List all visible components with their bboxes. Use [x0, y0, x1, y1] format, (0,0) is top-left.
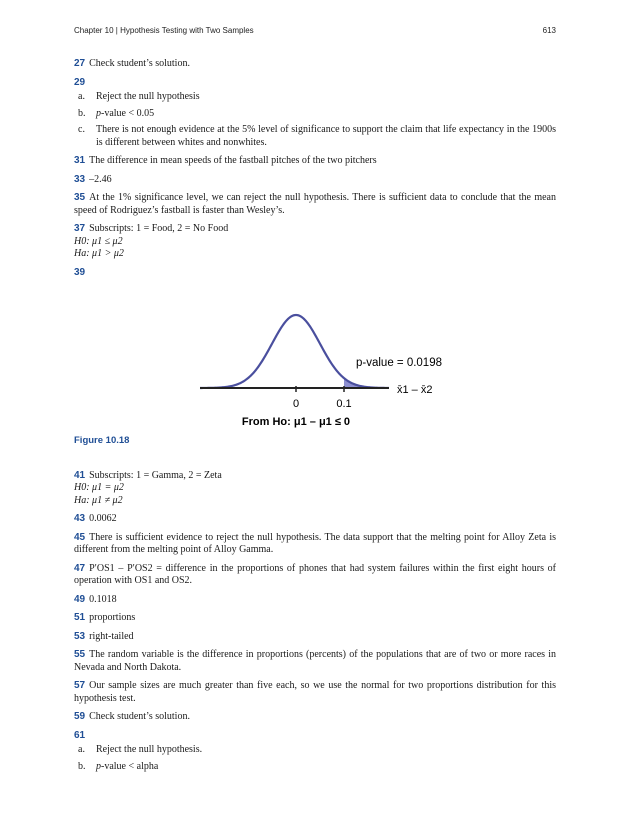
answer-31: 31 The difference in mean speeds of the fastball pitches of the two pitchers: [74, 155, 377, 166]
part-a: a. Reject the null hypothesis: [78, 91, 200, 102]
answer-51: 51 proportions: [74, 612, 136, 623]
figure-10-18: [74, 283, 556, 433]
part-b: b. p-value < 0.05: [78, 107, 155, 119]
answer-57: 57 Our sample sizes are much greater than five each, so we use the normal for two proportions distribution for this hypothesis test.: [74, 680, 556, 704]
answer-37: 37 Subscripts: 1 = Food, 2 = No Food H0: μ1 ≤ μ2 Ha: μ1 > μ2: [74, 223, 556, 261]
answer-number: 27: [74, 58, 86, 69]
answer-text: Check student’s solution.: [89, 58, 190, 69]
answer-27: [74, 58, 556, 71]
answer-53: 53 right-tailed: [74, 630, 134, 642]
answer-list: [74, 58, 556, 779]
tick-label-01: 0.1: [336, 398, 352, 410]
answer-33: 33 –2.46: [74, 173, 112, 185]
alt-hypothesis: Ha: μ1 ≠ μ2: [74, 494, 123, 506]
answer-47: 47 P′OS1 – P′OS2 = difference in the proportions of phones that had system failures within the first eight hours of operation with OS1 and OS2.: [74, 562, 556, 586]
part-b: b. p-value < alpha: [78, 760, 159, 772]
null-hypothesis-label: From Ho: μ1 – μ1 ≤ 0: [241, 416, 351, 428]
answer-29-parts: [74, 91, 556, 149]
answer-61-parts: [74, 744, 556, 773]
running-header-chapter: Chapter 10 | Hypothesis Testing with Two Samples: [74, 26, 254, 35]
figure-caption: Figure 10.18: [74, 435, 130, 446]
page-number: 613: [542, 26, 556, 35]
answer-29: [74, 77, 556, 90]
answer-55: 55 The random variable is the difference in proportions (percents) of the populations that are of two or more races in Nevada and North Dakota.: [74, 649, 556, 673]
null-hypothesis: H0: μ1 = μ2: [74, 482, 124, 493]
tick-label-0: 0: [292, 398, 300, 410]
answer-number: 29: [74, 76, 86, 88]
alt-hypothesis: Ha: μ1 > μ2: [74, 248, 124, 259]
answer-39: 39: [74, 266, 86, 278]
null-hypothesis: H0: μ1 ≤ μ2: [74, 235, 123, 247]
answer-61: 61: [74, 729, 86, 741]
answer-45: 45 There is sufficient evidence to reject the null hypothesis. The data support that the melting point for Alloy Zeta is different from the melting point of Alloy Gamma.: [74, 531, 556, 555]
part-a: a. Reject the null hypothesis.: [78, 744, 203, 755]
answer-43: 43 0.0062: [74, 513, 117, 524]
normal-curve: [200, 315, 389, 388]
part-c: c. There is not enough evidence at the 5% level of significance to support the claim that life expectancy in the 1900s is different between whites and nonwhites.: [78, 124, 556, 148]
answer-35: 35 At the 1% significance level, we can reject the null hypothesis. There is sufficient data to conclude that the mean speed of Rodriguez’s fastball is faster than Wesley’s.: [74, 192, 556, 216]
answer-49: 49 0.1018: [74, 593, 117, 605]
axis-variable-label: x̄1 – x̄2: [397, 384, 433, 396]
p-value-label: p-value = 0.0198: [356, 357, 442, 369]
answer-41: 41 Subscripts: 1 = Gamma, 2 = Zeta H0: μ1 = μ2 Ha: μ1 ≠ μ2: [74, 470, 556, 508]
normal-curve-graph: [74, 283, 556, 433]
answer-59: 59 Check student’s solution.: [74, 711, 190, 722]
